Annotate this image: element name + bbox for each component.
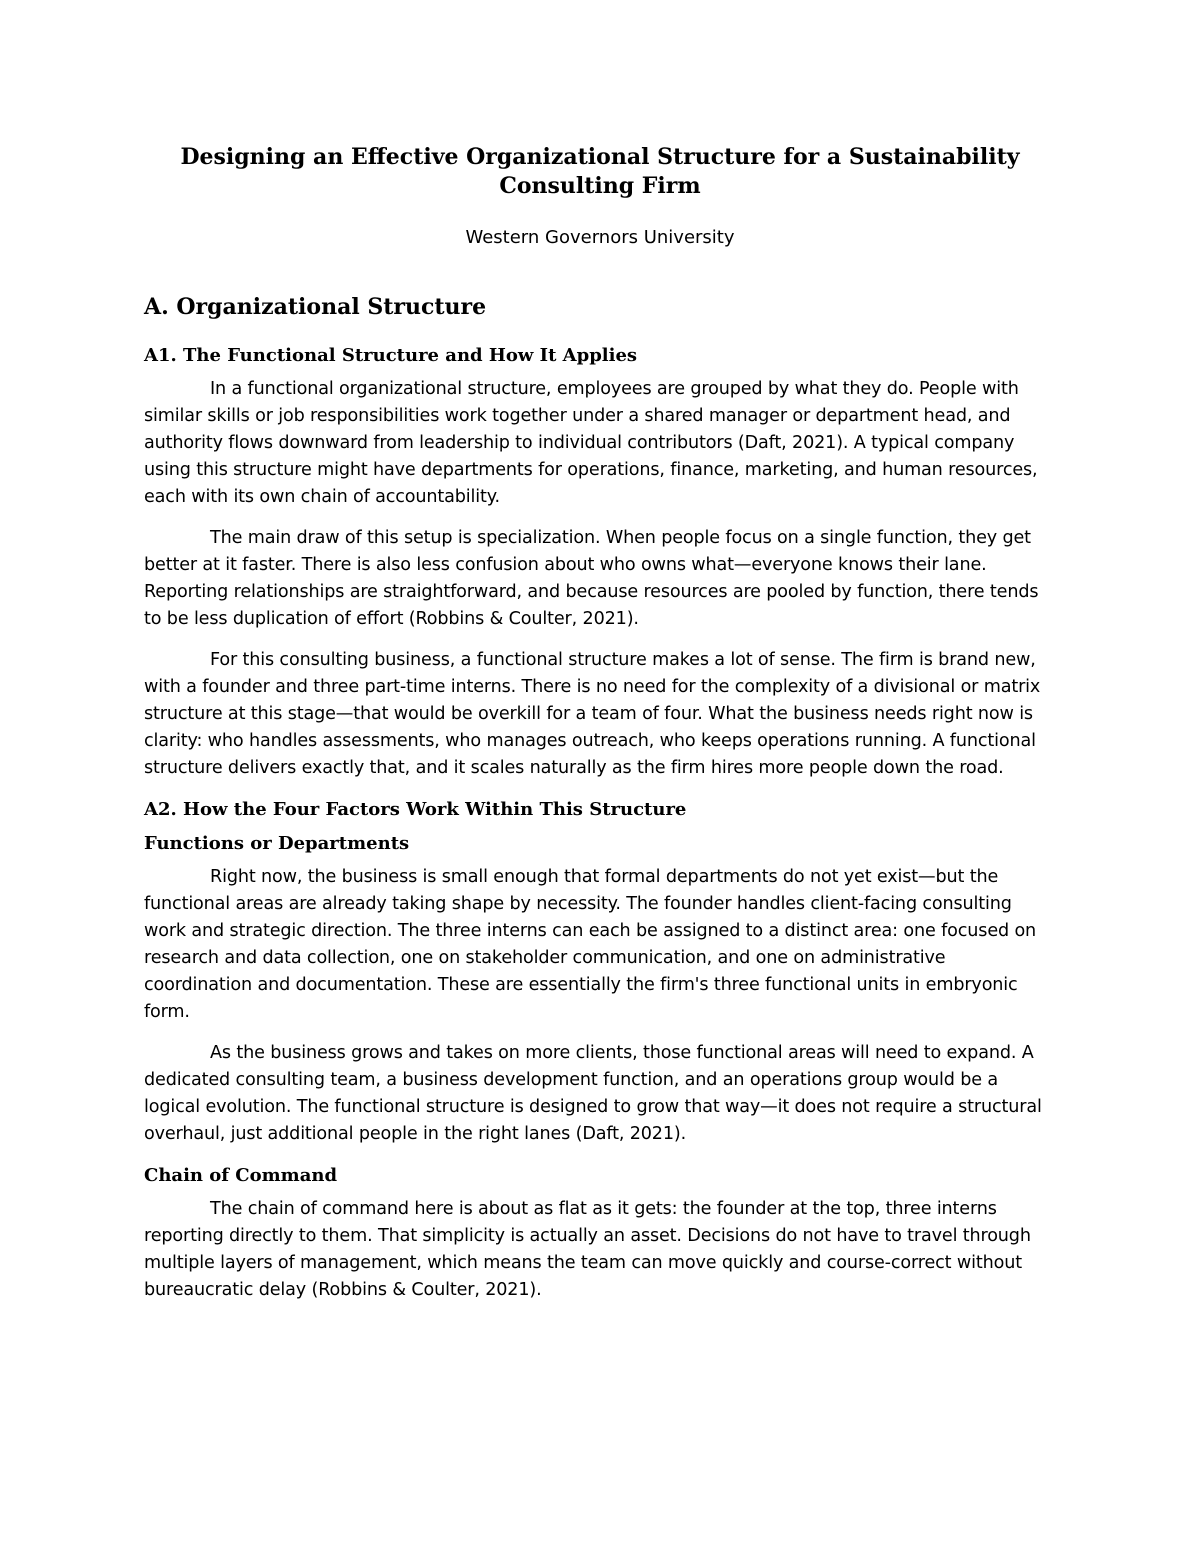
institution-name: Western Governors University <box>465 227 735 248</box>
chain-of-command-heading: Chain of Command <box>144 1165 338 1186</box>
functions-heading: Functions or Departments <box>144 833 410 854</box>
paragraph: The chain of command here is about as flat as it gets: the founder at the top, three interns reporting directly to them. That simplicity is actually an asset. Decisions do not have to travel through multiple layers of management, which means the team can move quickly and course-correct without bureaucratic delay (Robbins & Coulter, 2021). <box>144 1199 1031 1300</box>
section-a-heading: A. Organizational Structure <box>144 294 487 320</box>
document-body <box>144 292 1056 1318</box>
section-a2-heading: A2. How the Four Factors Work Within This Structure <box>144 799 687 820</box>
document-title: Designing an Effective Organizational Structure for a Sustainability Consulting Firm <box>180 144 1020 199</box>
paragraph: In a functional organizational structure, employees are grouped by what they do. People with similar skills or job responsibilities work together under a shared manager or department head, and authority flows downward from leadership to individual contributors (Daft, 2021). A typical company using this structure might have departments for operations, finance, marketing, and human resources, each with its own chain of accountability. <box>144 379 1038 507</box>
paragraph: As the business grows and takes on more clients, those functional areas will need to expand. A dedicated consulting team, a business development function, and an operations group would be a logical evolution. The functional structure is designed to grow that way—it does not require a structural overhaul, just additional people in the right lanes (Daft, 2021). <box>144 1043 1042 1144</box>
paragraph: The main draw of this setup is specialization. When people focus on a single function, they get better at it faster. There is also less confusion about who owns what—everyone knows their lane. Reporting relationships are straightforward, and because resources are pooled by function, there tends to be less duplication of effort (Robbins & Coulter, 2021). <box>144 528 1039 629</box>
section-a1-heading: A1. The Functional Structure and How It Applies <box>144 345 638 366</box>
paragraph: For this consulting business, a functional structure makes a lot of sense. The firm is brand new, with a founder and three part-time interns. There is no need for the complexity of a divisional or matrix structure at this stage—that would be overkill for a team of four. What the business needs right now is clarity: who handles assessments, who manages outreach, who keeps operations running. A functional structure delivers exactly that, and it scales naturally as the firm hires more people down the road. <box>144 650 1041 778</box>
paragraph: Right now, the business is small enough that formal departments do not yet exist—but the functional areas are already taking shape by necessity. The founder handles client-facing consulting work and strategic direction. The three interns can each be assigned to a distinct area: one focused on research and data collection, one on stakeholder communication, and one on administrative coordination and documentation. These are essentially the firm's three functional units in embryonic form. <box>144 867 1037 1022</box>
